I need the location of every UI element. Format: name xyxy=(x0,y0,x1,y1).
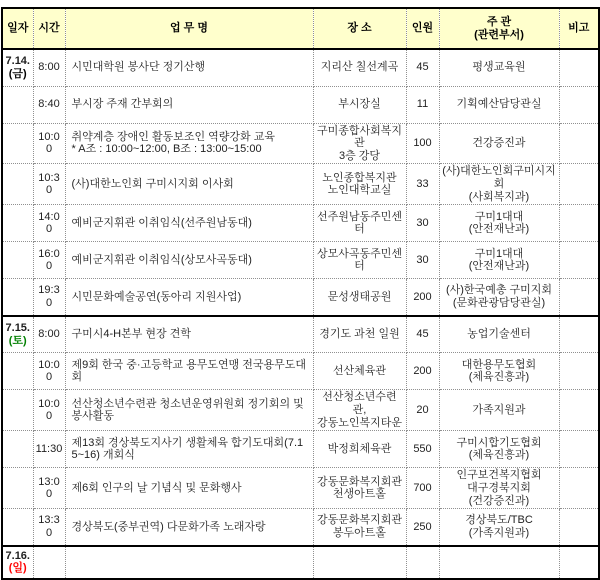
cell-line: (가족지원과) xyxy=(468,526,530,539)
table-row xyxy=(2,49,599,86)
date-cell xyxy=(2,546,33,579)
time-cell: 10:00 xyxy=(33,390,65,431)
cell-line: (사)대한노인회구미시지회 xyxy=(442,165,556,191)
date-cell xyxy=(2,353,33,390)
count-cell: 200 xyxy=(406,353,439,390)
date-cell xyxy=(2,468,33,509)
date-cell xyxy=(2,279,33,316)
column-header-label: 일자 xyxy=(7,22,29,35)
organizer-cell xyxy=(439,164,559,205)
cell-line: 경상북도/TBC xyxy=(465,514,533,527)
cell-line: 노인종합복지관 xyxy=(322,171,397,184)
time-cell: 13:30 xyxy=(33,509,65,546)
task-cell xyxy=(65,86,313,123)
table-row xyxy=(2,279,599,316)
place-cell xyxy=(313,242,406,279)
time-cell: 8:00 xyxy=(33,49,65,86)
column-header-label: 주 관 xyxy=(486,15,512,28)
time-cell: 10:00 xyxy=(33,123,65,164)
cell-line: 농업기술센터 xyxy=(467,328,531,341)
note-cell xyxy=(559,279,599,316)
cell-line: 취약계층 장애인 활동보조인 역량강화 교육 xyxy=(71,130,275,143)
time-cell xyxy=(33,546,65,579)
place-cell xyxy=(313,390,406,431)
cell-line: 선산청소년수련관, xyxy=(322,391,397,416)
place-cell xyxy=(313,123,406,164)
task-cell xyxy=(65,279,313,316)
place-cell xyxy=(313,546,406,579)
cell-line: 경상북도(중부권역) 다문화가족 노래자랑 xyxy=(71,520,266,533)
cell-line: 구미1대대 xyxy=(474,247,524,260)
table-row xyxy=(2,316,599,353)
place-cell xyxy=(313,164,406,205)
table-row xyxy=(2,123,599,164)
cell-line: 시민문화예술공연(동아리 지원사업) xyxy=(71,290,242,303)
time-cell: 19:30 xyxy=(33,279,65,316)
table-row xyxy=(2,509,599,546)
table-row xyxy=(2,546,599,579)
task-cell xyxy=(65,164,313,205)
place-cell xyxy=(313,431,406,468)
date-cell xyxy=(2,316,33,353)
cell-line: 선주원남동주민센터 xyxy=(316,210,402,236)
cell-line: 제6회 인구의 날 기념식 및 문화행사 xyxy=(71,481,242,494)
time-cell: 8:40 xyxy=(33,86,65,123)
cell-line: 건강증진과 xyxy=(472,137,526,150)
table-row xyxy=(2,468,599,509)
cell-line: 강동문화복지회관 xyxy=(316,514,402,527)
organizer-cell xyxy=(439,546,559,579)
organizer-cell xyxy=(439,431,559,468)
place-cell xyxy=(313,86,406,123)
organizer-cell xyxy=(439,86,559,123)
column-header-label: 시간 xyxy=(38,22,60,35)
cell-line: (체육진흥과) xyxy=(468,371,530,384)
place-cell xyxy=(313,468,406,509)
time-cell: 14:00 xyxy=(33,205,65,242)
task-cell xyxy=(65,546,313,579)
count-cell: 33 xyxy=(406,164,439,205)
date-cell xyxy=(2,390,33,431)
header-row xyxy=(2,8,599,49)
note-cell xyxy=(559,390,599,431)
time-cell: 10:30 xyxy=(33,164,65,205)
cell-line: 지리산 칠선계곡 xyxy=(320,61,399,74)
cell-line: 구미종합사회복지관 xyxy=(316,124,402,150)
column-header-task xyxy=(65,8,313,49)
cell-line: 선산체육관 xyxy=(332,365,387,378)
organizer-cell xyxy=(439,316,559,353)
place-cell xyxy=(313,509,406,546)
task-cell xyxy=(65,509,313,546)
organizer-cell xyxy=(439,390,559,431)
time-cell: 16:00 xyxy=(33,242,65,279)
table-row xyxy=(2,431,599,468)
count-cell: 45 xyxy=(406,316,439,353)
note-cell xyxy=(559,353,599,390)
count-cell: 550 xyxy=(406,431,439,468)
column-header-date xyxy=(2,8,33,49)
column-header-time xyxy=(33,8,65,49)
task-cell xyxy=(65,353,313,390)
date-cell xyxy=(2,123,33,164)
cell-line: 구미시4-H본부 현장 견학 xyxy=(71,328,191,341)
cell-line: 부시장실 xyxy=(338,98,381,111)
organizer-cell xyxy=(439,468,559,509)
time-cell: 13:00 xyxy=(33,468,65,509)
date-cell xyxy=(2,431,33,468)
cell-line: (사)대한노인회 구미시지회 이사회 xyxy=(71,178,234,191)
count-cell: 700 xyxy=(406,468,439,509)
date-cell xyxy=(2,509,33,546)
cell-line: 구미1대대 xyxy=(474,210,524,223)
cell-line: 기획예산담당관실 xyxy=(456,98,542,111)
cell-line: 천생아트홀 xyxy=(332,488,387,501)
cell-line: 대한용무도협회 xyxy=(461,358,537,371)
organizer-cell xyxy=(439,49,559,86)
schedule-table-body xyxy=(2,49,599,579)
task-cell xyxy=(65,242,313,279)
count-cell: 11 xyxy=(406,86,439,123)
organizer-cell xyxy=(439,509,559,546)
cell-line: (사)한국예총 구미지회 xyxy=(445,284,552,297)
task-cell xyxy=(65,390,313,431)
count-cell: 250 xyxy=(406,509,439,546)
note-cell xyxy=(559,164,599,205)
cell-line: 경기도 과천 일원 xyxy=(319,328,400,341)
count-cell xyxy=(406,546,439,579)
date-cell xyxy=(2,205,33,242)
cell-line: 선산청소년수련관 청소년운영위원회 정기회의 및 봉사활동 xyxy=(71,397,304,423)
cell-line: 3층 강당 xyxy=(338,149,381,162)
note-cell xyxy=(559,546,599,579)
cell-line: 제13회 경상북도지사기 생활체육 합기도대회(7.15~16) 개회식 xyxy=(71,436,304,462)
date-cell xyxy=(2,164,33,205)
cell-line: 봉두아트홀 xyxy=(332,526,387,539)
cell-line: (문화관광담당관실) xyxy=(452,297,546,310)
note-cell xyxy=(559,316,599,353)
column-header-label: 비고 xyxy=(568,22,590,35)
date-label: 7.14. xyxy=(5,55,30,68)
date-label: 7.15. xyxy=(5,321,30,334)
place-cell xyxy=(313,316,406,353)
column-header-count xyxy=(406,8,439,49)
date-label: 7.16. xyxy=(5,549,30,562)
day-of-week-label: (일) xyxy=(8,562,27,575)
task-cell xyxy=(65,49,313,86)
task-cell xyxy=(65,123,313,164)
table-row xyxy=(2,86,599,123)
cell-line: 가족지원과 xyxy=(472,403,526,416)
date-cell xyxy=(2,49,33,86)
count-cell: 30 xyxy=(406,242,439,279)
note-cell xyxy=(559,123,599,164)
cell-line: 노인대학교실 xyxy=(327,184,392,197)
cell-line: 예비군지휘관 이취임식(선주원남동대) xyxy=(71,217,252,230)
cell-line: (체육진흥과) xyxy=(468,449,530,462)
cell-line: 문성생태공원 xyxy=(327,290,392,303)
task-cell xyxy=(65,316,313,353)
count-cell: 100 xyxy=(406,123,439,164)
count-cell: 30 xyxy=(406,205,439,242)
note-cell xyxy=(559,431,599,468)
cell-line: (안전재난과) xyxy=(468,223,530,236)
cell-line: 부시장 주재 간부회의 xyxy=(71,98,174,111)
cell-line: (안전재난과) xyxy=(468,260,530,273)
task-cell xyxy=(65,205,313,242)
time-cell: 11:30 xyxy=(33,431,65,468)
organizer-cell xyxy=(439,123,559,164)
note-cell xyxy=(559,509,599,546)
date-cell xyxy=(2,86,33,123)
day-of-week-label: (금) xyxy=(8,67,27,80)
cell-line: 구미시합기도협회 xyxy=(456,436,542,449)
cell-line: (건강증진과) xyxy=(468,494,530,507)
organizer-cell xyxy=(439,353,559,390)
column-header-label: (관련부서) xyxy=(474,28,524,41)
count-cell: 20 xyxy=(406,390,439,431)
cell-line: 평생교육원 xyxy=(472,61,526,74)
organizer-cell xyxy=(439,205,559,242)
time-cell: 10:00 xyxy=(33,353,65,390)
note-cell xyxy=(559,468,599,509)
note-cell xyxy=(559,86,599,123)
table-row xyxy=(2,164,599,205)
task-cell xyxy=(65,431,313,468)
day-of-week-label: (토) xyxy=(8,334,27,347)
cell-line: 인구보건복지협회 xyxy=(456,469,542,482)
table-row xyxy=(2,390,599,431)
place-cell xyxy=(313,279,406,316)
cell-line: 대구경북지회 xyxy=(467,481,531,494)
cell-line: 강동노인복지타운 xyxy=(316,416,402,429)
place-cell xyxy=(313,49,406,86)
cell-line: * A조 : 10:00~12:00, B조 : 13:00~15:00 xyxy=(71,143,262,156)
column-header-place xyxy=(313,8,406,49)
column-header-label: 인원 xyxy=(411,22,434,35)
column-header-label: 장 소 xyxy=(347,22,372,35)
place-cell xyxy=(313,205,406,242)
place-cell xyxy=(313,353,406,390)
cell-line: 강동문화복지회관 xyxy=(316,475,402,488)
cell-line: 제9회 한국 중·고등학교 용무도연맹 전국용무도대회 xyxy=(71,358,307,384)
date-cell xyxy=(2,242,33,279)
cell-line: 박정희체육관 xyxy=(327,442,392,455)
column-header-note xyxy=(559,8,599,49)
table-header xyxy=(2,8,599,49)
table-row xyxy=(2,353,599,390)
cell-line: 예비군지휘관 이취임식(상모사곡동대) xyxy=(71,254,252,267)
organizer-cell xyxy=(439,279,559,316)
note-cell xyxy=(559,49,599,86)
time-cell: 8:00 xyxy=(33,316,65,353)
column-header-label: 업 무 명 xyxy=(170,22,208,35)
cell-line: 상모사곡동주민센터 xyxy=(316,247,402,273)
cell-line: (사회복지과) xyxy=(468,190,530,203)
note-cell xyxy=(559,242,599,279)
table-row xyxy=(2,242,599,279)
note-cell xyxy=(559,205,599,242)
table-row xyxy=(2,205,599,242)
task-cell xyxy=(65,468,313,509)
organizer-cell xyxy=(439,242,559,279)
count-cell: 200 xyxy=(406,279,439,316)
weekly-schedule-table xyxy=(1,7,600,580)
cell-line: 시민대학원 봉사단 정기산행 xyxy=(71,61,206,74)
column-header-org xyxy=(439,8,559,49)
count-cell: 45 xyxy=(406,49,439,86)
